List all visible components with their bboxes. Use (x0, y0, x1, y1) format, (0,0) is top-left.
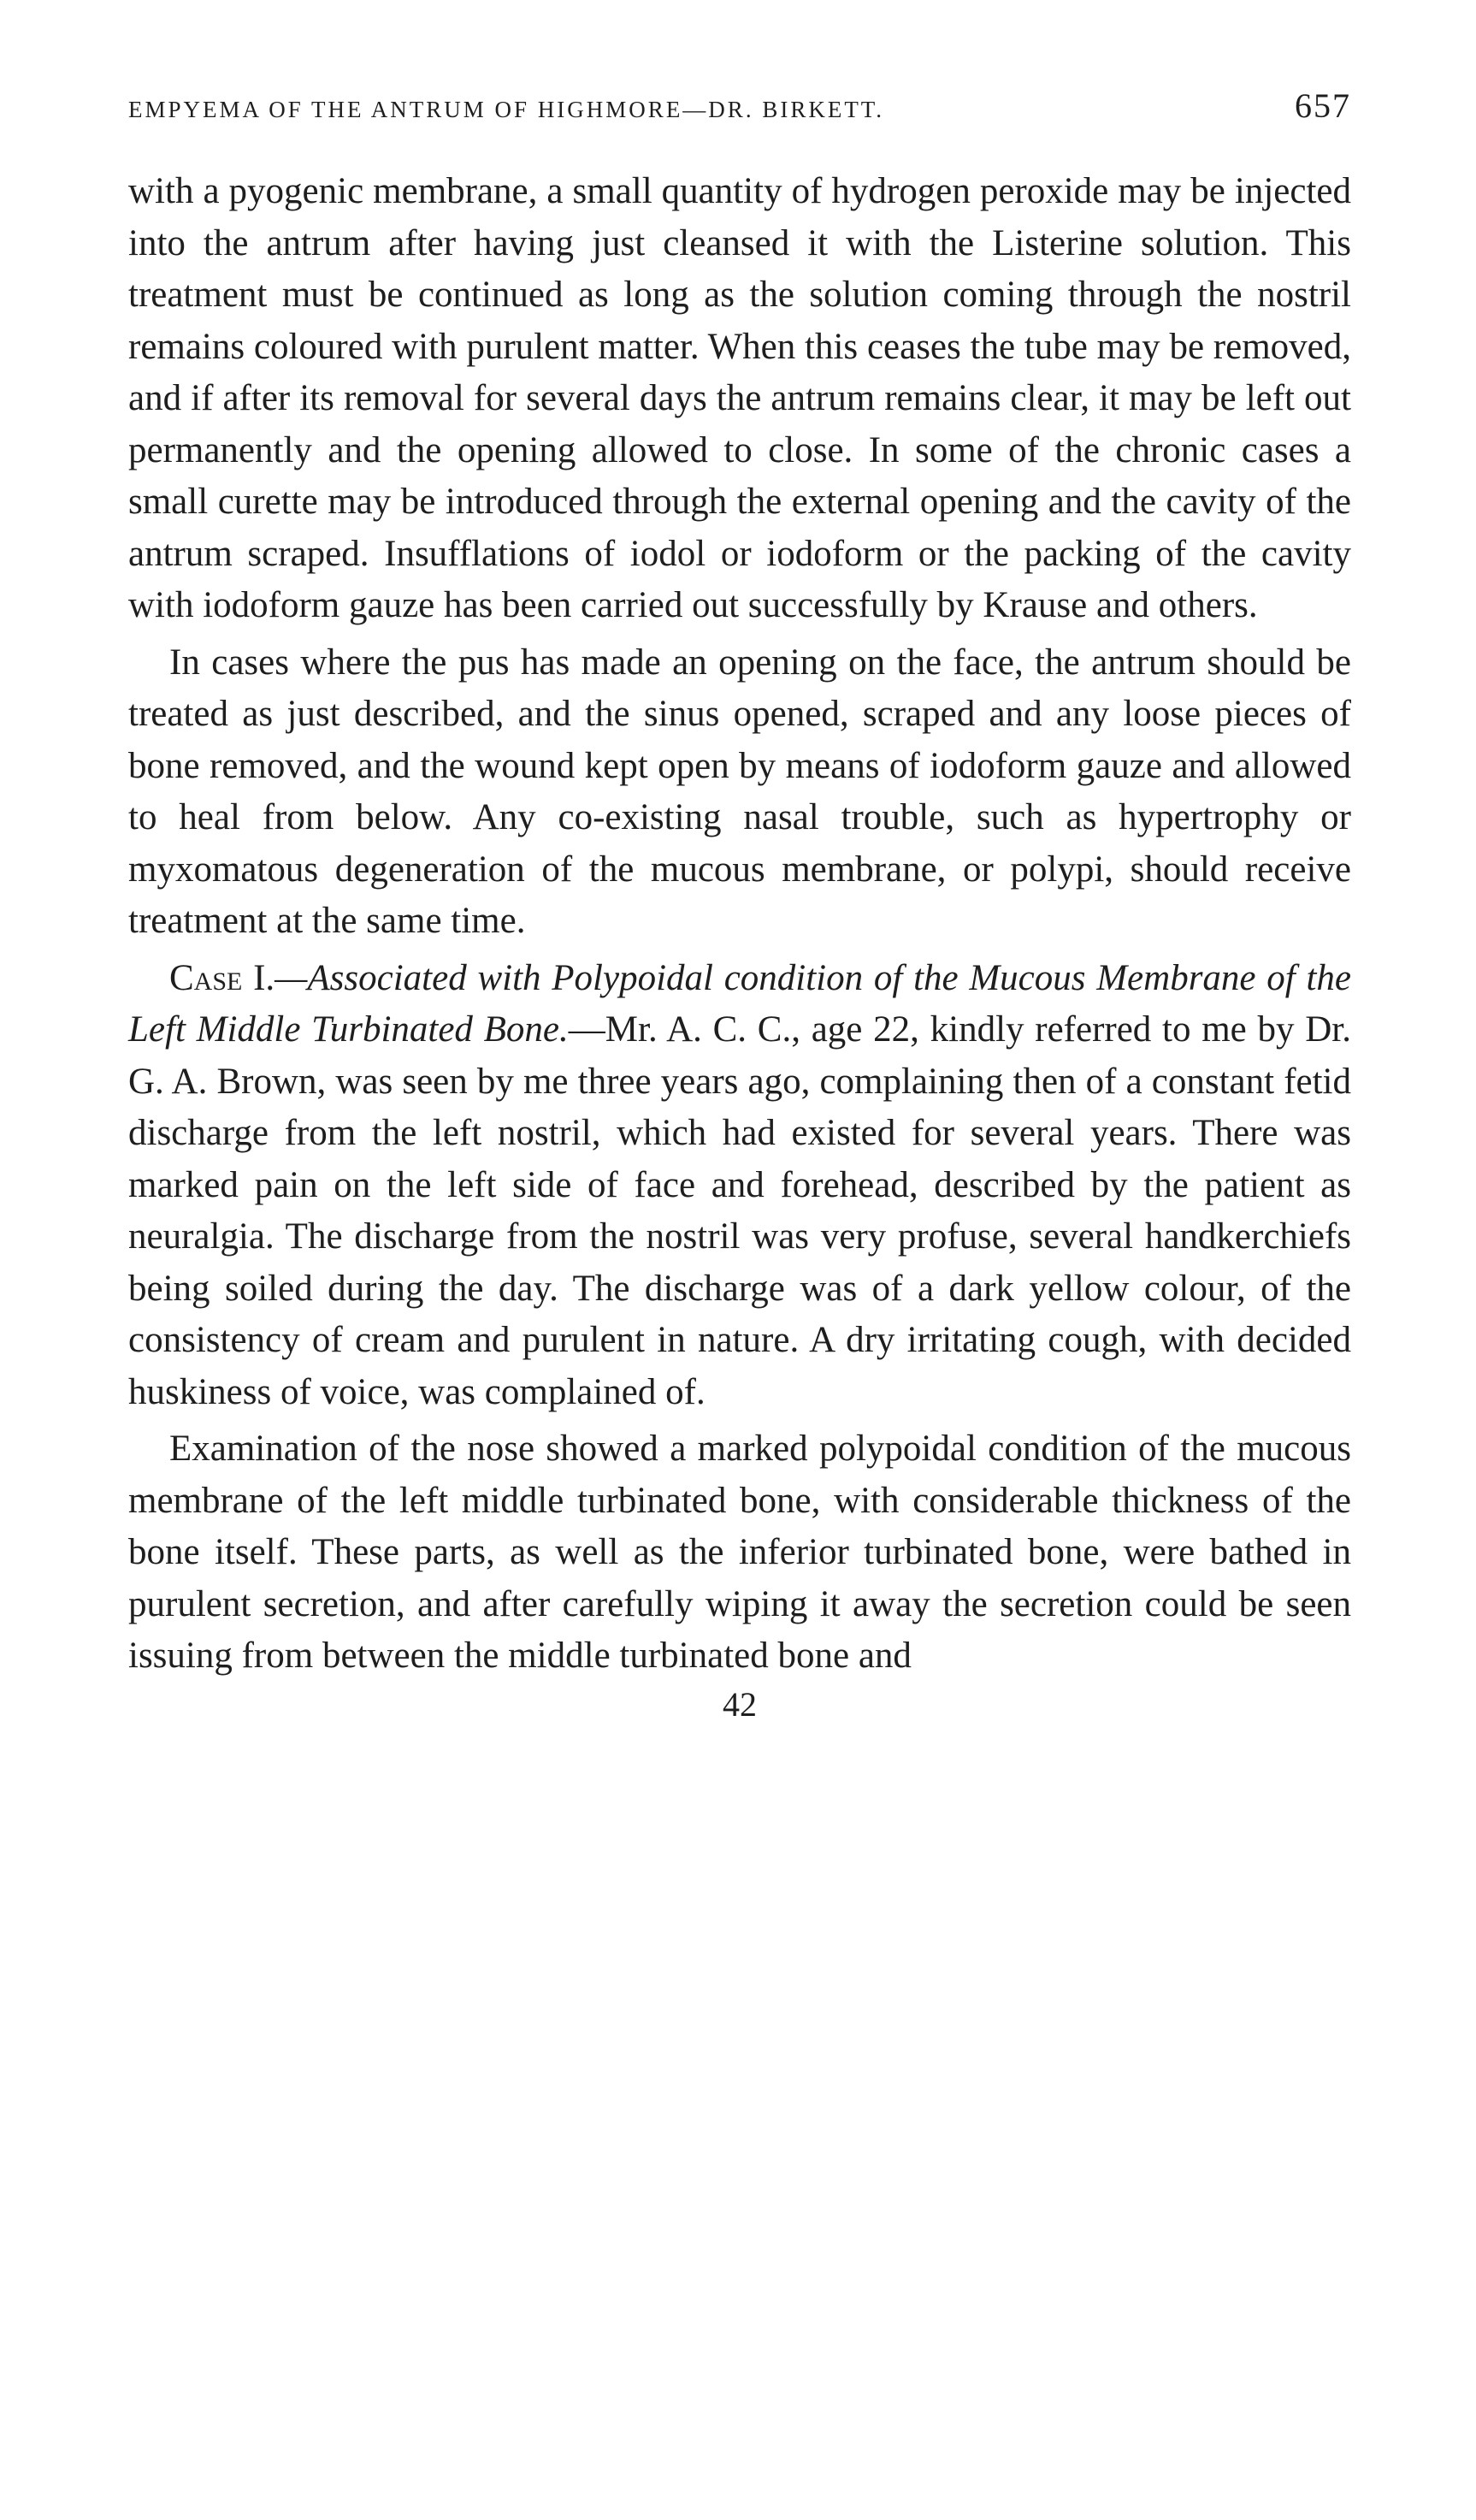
case-label: Case I. (169, 957, 275, 998)
paragraph-1: with a pyogenic membrane, a small quantity of hydrogen peroxide may be injected into the antrum after having just cleansed it with the Listerine solution. This treatment must be continued as long as the solution coming through the nostril remains coloured with purulent matter. When this ceases the tube may be removed, and if after its removal for several days the antrum remains clear, it may be left out permanently and the opening allowed to close. In some of the chronic cases a small curette may be introduced through the external opening and the cavity of the antrum scraped. Insufflations of iodol or iodoform or the packing of the cavity with iodoform gauze has been carried out successfully by Krause and others. (128, 171, 1351, 625)
case-title: —Associated with Polypoidal condition of the Mucous Membrane of the Left Middle Turbinated Bone. (128, 957, 1351, 1050)
case-body: —Mr. A. C. C., age 22, kindly referred to me by Dr. G. A. Brown, was seen by me three years ago, complaining then of a constant fetid discharge from the left nostril, which had existed for several years. There was marked pain on the left side of face and forehead, described by the patient as neuralgia. The discharge from the nostril was very profuse, several handkerchiefs being soiled during the day. The discharge was of a dark yellow colour, of the consistency of cream and purulent in nature. A dry irritating cough, with decided huskiness of voice, was complained of. (128, 1009, 1351, 1412)
paragraph-2: In cases where the pus has made an opening on the face, the antrum should be treated as just described, and the sinus opened, scraped and any loose pieces of bone removed, and the wound kept open by means of iodoform gauze and allowed to heal from below. Any co-existing nasal trouble, such as hypertrophy or myxomatous degeneration of the mucous membrane, or polypi, should receive treatment at the same time. (128, 642, 1351, 941)
signature-mark: 42 (723, 1684, 757, 1724)
paragraph-4: Examination of the nose showed a marked polypoidal condition of the mucous membrane of the left middle turbinated bone, with considerable thickness of the bone itself. These parts, as well as the inferior turbinated bone, were bathed in purulent secretion, and after carefully wiping it away the secretion could be seen issuing from between the middle turbinated bone and (128, 1429, 1351, 1676)
body-text (128, 166, 1351, 1683)
running-head (128, 86, 1351, 137)
page-number: 657 (1295, 86, 1351, 125)
running-title: EMPYEMA OF THE ANTRUM OF HIGHMORE—DR. BIRKETT. (128, 97, 885, 122)
document-page (128, 86, 1351, 1724)
paragraph-case-1 (128, 953, 1351, 1419)
